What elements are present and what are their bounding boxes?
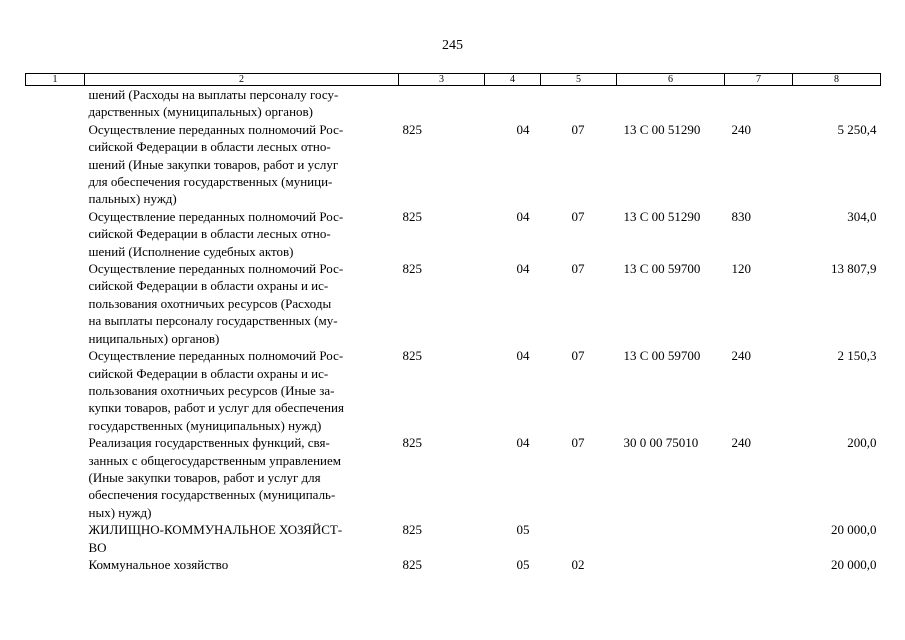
cell-amount: 13 807,9	[831, 261, 877, 277]
cell-name: Реализация государственных функций, свя- занных с общегосударственным управлением (Иные закупки товаров, работ и услуг для обеспечения государственных (муниципаль- ных) нужд)	[88, 435, 341, 520]
cell-subsection	[541, 86, 617, 121]
cell-grbs: 825	[402, 522, 422, 538]
header-col-8: 8	[793, 74, 881, 86]
header-col-4: 4	[485, 74, 541, 86]
cell-section: 04	[516, 348, 530, 364]
cell-number	[26, 86, 85, 121]
cell-expense-type: 120	[731, 261, 751, 277]
cell-grbs: 825	[402, 121, 422, 137]
header-col-3: 3	[399, 74, 485, 86]
cell-section: 04	[516, 208, 530, 224]
cell-expense-type: 240	[731, 435, 751, 451]
header-col-1: 1	[26, 74, 85, 86]
cell-amount: 304,0	[847, 208, 877, 224]
cell-target-article: 13 С 00 59700	[623, 261, 701, 277]
cell-amount: 200,0	[847, 435, 877, 451]
cell-number	[26, 556, 85, 573]
cell-subsection: 07	[571, 208, 585, 224]
cell-number	[26, 347, 85, 434]
cell-target-article	[617, 86, 725, 121]
cell-subsection: 02	[571, 556, 585, 572]
cell-grbs	[399, 86, 485, 121]
cell-expense-type: 240	[731, 348, 751, 364]
table-row	[26, 521, 881, 556]
cell-name: Осуществление переданных полномочий Рос- сийской Федерации в области лесных отно- шений (Иные закупки товаров, работ и услуг для обеспечения государственных (муници- пальных) нужд)	[88, 121, 344, 207]
header-col-5: 5	[541, 74, 617, 86]
cell-grbs: 825	[402, 556, 422, 572]
cell-subsection: 07	[571, 261, 585, 277]
cell-expense-type	[725, 86, 793, 121]
cell-name: шений (Расходы на выплаты персоналу госу- дарственных (муниципальных) органов)	[88, 87, 339, 120]
table-row	[26, 434, 881, 521]
cell-amount: 20 000,0	[831, 556, 877, 572]
cell-section: 04	[516, 261, 530, 277]
cell-section: 05	[516, 522, 530, 538]
cell-section: 04	[516, 435, 530, 451]
table-body	[26, 86, 881, 574]
cell-amount	[793, 86, 881, 121]
cell-target-article: 13 С 00 51290	[623, 208, 701, 224]
cell-subsection: 07	[571, 435, 585, 451]
header-col-7: 7	[725, 74, 793, 86]
cell-expense-type: 240	[731, 121, 751, 137]
cell-grbs: 825	[402, 348, 422, 364]
cell-name: Осуществление переданных полномочий Рос- сийской Федерации в области лесных отно- шений (Исполнение судебных актов)	[88, 208, 344, 259]
cell-expense-type: 830	[731, 208, 751, 224]
header-row	[26, 74, 881, 86]
cell-name: Коммунальное хозяйство	[88, 556, 229, 572]
cell-target-article: 30 0 00 75010	[623, 435, 699, 451]
cell-section	[485, 86, 541, 121]
cell-amount: 2 150,3	[837, 348, 877, 364]
cell-grbs: 825	[402, 261, 422, 277]
cell-grbs: 825	[402, 435, 422, 451]
cell-name: Осуществление переданных полномочий Рос- сийской Федерации в области охраны и ис- пользования охотничьих ресурсов (Иные за- купки товаров, работ и услуг для обеспечения государственных (муниципальных) нужд)	[88, 348, 344, 433]
cell-subsection: 07	[571, 348, 585, 364]
cell-name: ЖИЛИЩНО-КОММУНАЛЬНОЕ ХОЗЯЙСТ- ВО	[88, 522, 343, 555]
table-row	[26, 556, 881, 573]
header-col-2: 2	[85, 74, 399, 86]
header-col-6: 6	[617, 74, 725, 86]
cell-target-article	[617, 556, 725, 573]
cell-target-article: 13 С 00 59700	[623, 348, 701, 364]
table-row	[26, 121, 881, 208]
cell-amount: 5 250,4	[837, 121, 877, 137]
cell-expense-type	[725, 521, 793, 556]
cell-section: 05	[516, 556, 530, 572]
cell-amount: 20 000,0	[831, 522, 877, 538]
cell-number	[26, 208, 85, 260]
table-row	[26, 86, 881, 121]
cell-target-article: 13 С 00 51290	[623, 121, 701, 137]
budget-table	[25, 73, 881, 573]
table-row	[26, 347, 881, 434]
cell-name: Осуществление переданных полномочий Рос- сийской Федерации в области охраны и ис- пользования охотничьих ресурсов (Расходы на выплаты персоналу государственных (му- ниципальных) органов)	[88, 261, 344, 346]
cell-subsection	[541, 521, 617, 556]
page-number: 245	[442, 38, 463, 53]
cell-number	[26, 260, 85, 347]
table-row	[26, 208, 881, 260]
cell-number	[26, 434, 85, 521]
cell-number	[26, 121, 85, 208]
cell-target-article	[617, 521, 725, 556]
cell-number	[26, 521, 85, 556]
cell-subsection: 07	[571, 121, 585, 137]
cell-expense-type	[725, 556, 793, 573]
cell-section: 04	[516, 121, 530, 137]
table-row	[26, 260, 881, 347]
cell-grbs: 825	[402, 208, 422, 224]
